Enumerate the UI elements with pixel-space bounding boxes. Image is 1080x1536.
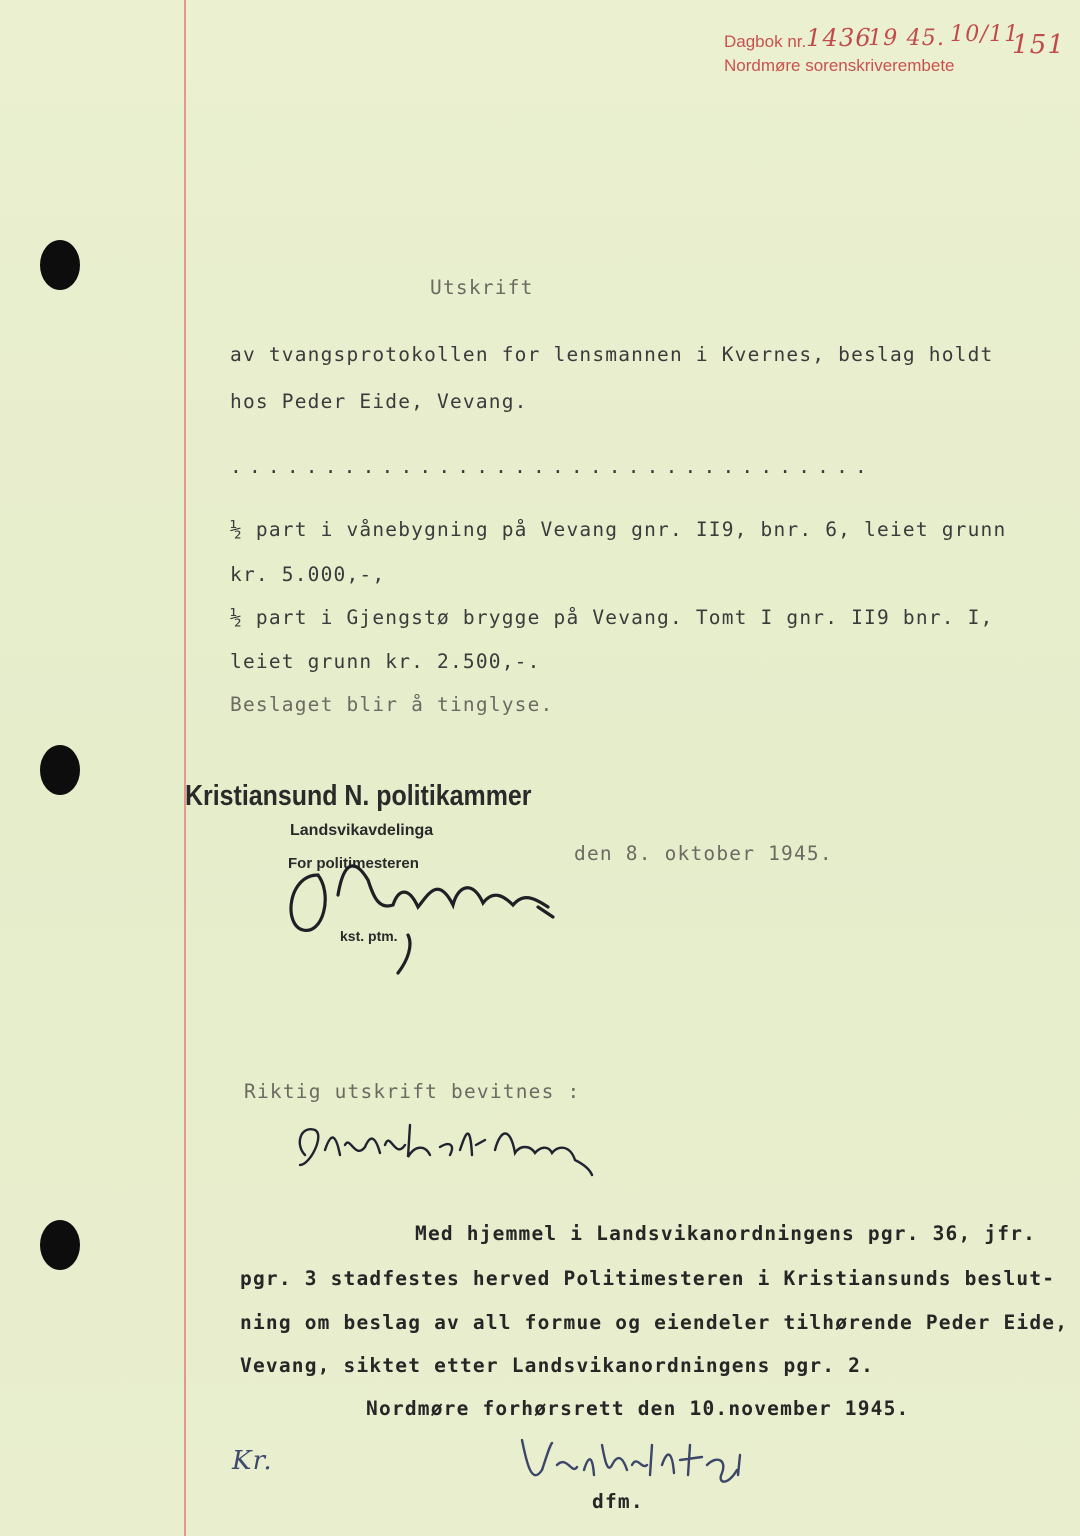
ruling-line: Med hjemmel i Landsvikanordningens pgr. 36, jfr. <box>415 1222 1037 1245</box>
dagbok-year: 19 45. <box>868 26 946 51</box>
police-stamp-title: Kristiansund N. politikammer <box>185 780 532 812</box>
item-line: ½ part i Gjengstø brygge på Vevang. Tomt I gnr. II9 bnr. I, <box>230 606 994 629</box>
document-title: Utskrift <box>430 276 534 299</box>
item-line: leiet grunn kr. 2.500,-. <box>230 650 541 673</box>
certify-line: Riktig utskrift bevitnes : <box>244 1080 581 1103</box>
punch-hole <box>40 745 80 795</box>
intro-line: av tvangsprotokollen for lensmannen i Kvernes, beslag holdt <box>230 343 994 366</box>
punch-hole <box>40 240 80 290</box>
police-signature <box>278 835 578 975</box>
signoff: dfm. <box>592 1490 644 1513</box>
ruling-line: Nordmøre forhørsrett den 10.november 1945. <box>366 1397 910 1420</box>
page-number: 151 <box>1012 30 1066 60</box>
ruling-line: Vevang, siktet etter Landsvikanordningens pgr. 2. <box>240 1354 875 1377</box>
item-line: ½ part i vånebygning på Vevang gnr. II9, bnr. 6, leiet grunn <box>230 518 1007 541</box>
dagbok-label: Dagbok nr. <box>724 32 807 51</box>
item-line: kr. 5.000,-, <box>230 563 386 586</box>
margin-note: Kr. <box>232 1446 273 1476</box>
police-stamp-rank: kst. ptm. <box>340 928 398 944</box>
dagbok-date: 10/11 <box>950 22 1020 47</box>
punch-hole <box>40 1220 80 1270</box>
ruling-line: pgr. 3 stadfestes herved Politimesteren i Kristiansunds beslut- <box>240 1267 1056 1290</box>
intro-line: hos Peder Eide, Vevang. <box>230 390 528 413</box>
dagbok-number: 1436 <box>806 24 872 52</box>
ruling-line: ning om beslag av all formue og eiendeler tilhørende Peder Eide, <box>240 1311 1069 1334</box>
police-stamp-unit: Landsvikavdelinga <box>290 822 434 839</box>
separator-dots: .................................. <box>230 455 874 478</box>
margin-rule <box>184 0 186 1536</box>
judge-signature <box>512 1425 762 1495</box>
police-stamp-for: For politimesteren <box>288 855 419 872</box>
item-line: Beslaget blir å tinglyse. <box>230 693 554 716</box>
certify-signature <box>290 1105 610 1185</box>
office-stamp: Nordmøre sorenskriverembete <box>724 56 955 75</box>
date-line: den 8. oktober 1945. <box>574 842 833 865</box>
